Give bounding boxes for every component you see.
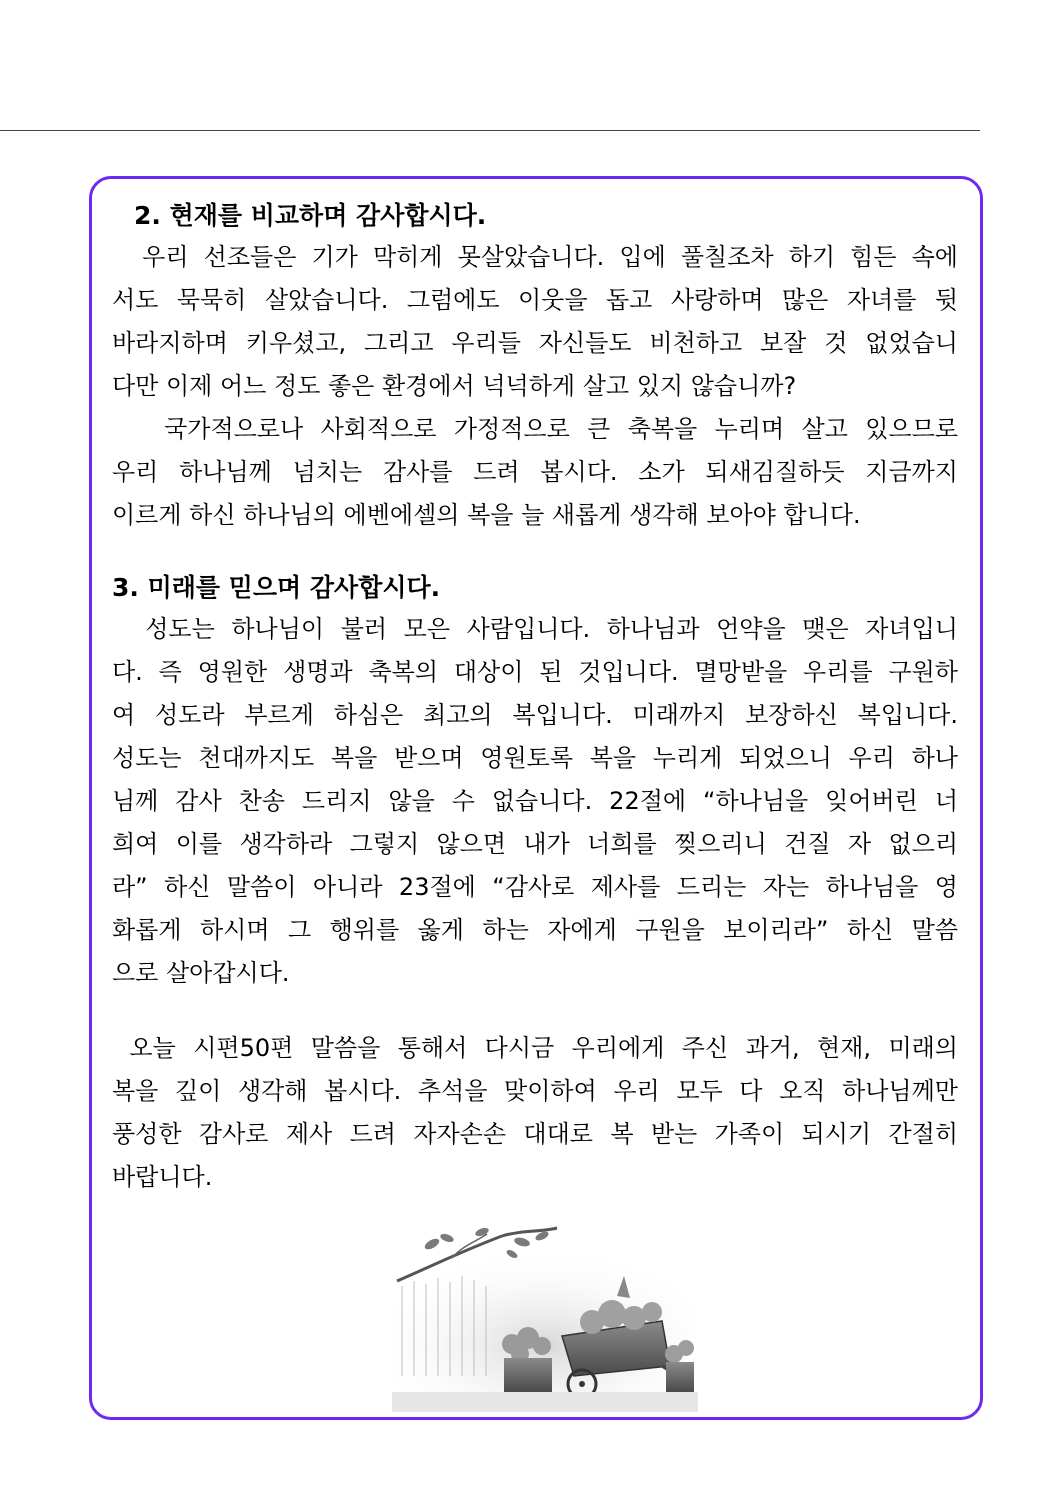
top-divider-line	[0, 130, 980, 131]
section2-line: 서도 묵묵히 살았습니다. 그럼에도 이웃을 돕고 사랑하며 많은 자녀를 뒷	[112, 286, 958, 314]
section3-heading: 3. 미래를 믿으며 감사합시다.	[112, 573, 441, 602]
section3-line: 여 성도라 부르게 하심은 최고의 복입니다. 미래까지 보장하신 복입니다.	[112, 701, 958, 729]
section3-line: 성도는 하나님이 불러 모은 사람입니다. 하나님과 언약을 맺은 자녀입니	[112, 615, 958, 643]
section2-paragraphs	[112, 236, 958, 537]
section2-line: 우리 하나님께 넘치는 감사를 드려 봅시다. 소가 되새김질하듯 지금까지	[112, 458, 958, 486]
section3-line: 희여 이를 생각하라 그렇지 않으면 내가 너희를 찢으리니 건질 자 없으리	[112, 830, 958, 858]
section3-line: 화롭게 하시며 그 행위를 옳게 하는 자에게 구원을 보이리라” 하신 말씀	[112, 916, 958, 944]
section3-line: 다. 즉 영원한 생명과 축복의 대상이 된 것입니다. 멸망받을 우리를 구원하	[112, 658, 958, 686]
closing-paragraph	[112, 1027, 958, 1199]
section-spacer	[112, 995, 958, 1027]
closing-line: 풍성한 감사로 제사 드려 자자손손 대대로 복 받는 가족이 되시기 간절히	[112, 1120, 958, 1148]
garden-wheelbarrow-illustration	[392, 1226, 698, 1412]
section2-line: 바라지하며 키우셨고, 그리고 우리들 자신들도 비천하고 보잘 것 없었습니	[112, 329, 958, 357]
section2-line: 국가적으로나 사회적으로 가정적으로 큰 축복을 누리며 살고 있으므로	[112, 415, 958, 443]
section2-line: 우리 선조들은 기가 막히게 못살았습니다. 입에 풀칠조차 하기 힘든 속에	[112, 243, 958, 271]
closing-line: 오늘 시편50편 말씀을 통해서 다시금 우리에게 주신 과거, 현재, 미래의	[112, 1034, 958, 1062]
closing-line: 복을 깊이 생각해 봅시다. 추석을 맞이하여 우리 모두 다 오직 하나님께만	[112, 1077, 958, 1105]
section3-line: 라” 하신 말씀이 아니라 23절에 “감사로 제사를 드리는 자는 하나님을 영	[112, 873, 958, 901]
section3-line: 님께 감사 찬송 드리지 않을 수 없습니다. 22절에 “하나님을 잊어버린 너	[112, 787, 958, 815]
section2-heading: 2. 현재를 비교하며 감사합시다.	[134, 201, 487, 230]
section3-paragraphs	[112, 608, 958, 995]
section-spacer	[112, 537, 958, 568]
sermon-body	[112, 196, 958, 1199]
section2-line: 다만 이제 어느 정도 좋은 환경에서 넉넉하게 살고 있지 않습니까?	[112, 372, 797, 400]
closing-line: 바랍니다.	[112, 1163, 213, 1191]
section3-line: 으로 살아갑시다.	[112, 959, 290, 987]
section3-line: 성도는 천대까지도 복을 받으며 영원토록 복을 누리게 되었으니 우리 하나	[112, 744, 958, 772]
section2-line: 이르게 하신 하나님의 에벤에셀의 복을 늘 새롭게 생각해 보아야 합니다.	[112, 501, 861, 529]
